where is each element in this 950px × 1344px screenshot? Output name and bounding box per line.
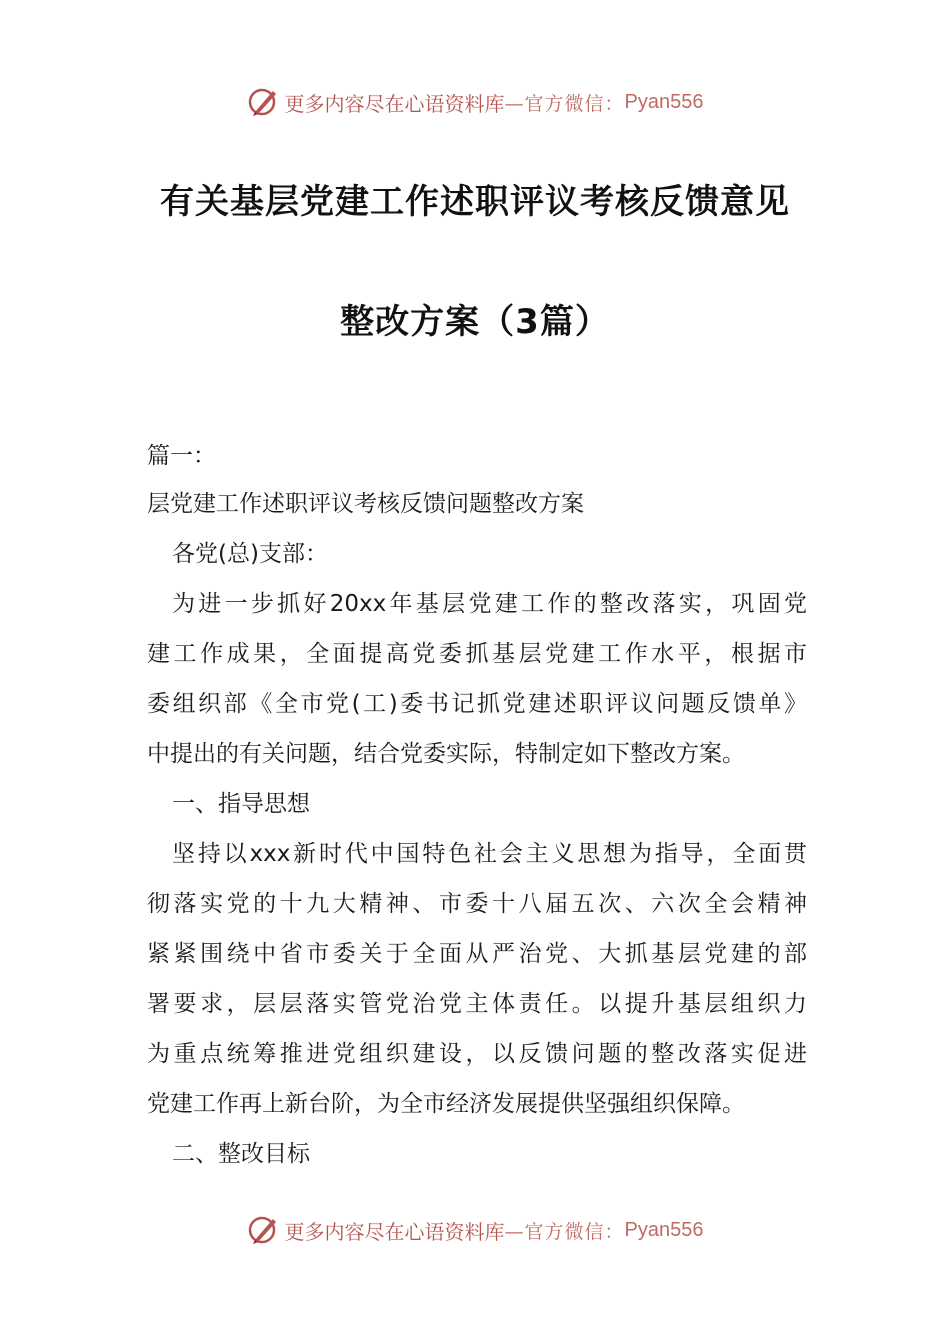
paragraph-line: 党建工作再上新台阶，为全市经济发展提供坚强组织保障。 — [147, 1091, 745, 1117]
paragraph-line: 为进一步抓好20xx年基层党建工作的整改落实，巩固党 — [172, 591, 807, 617]
pen-logo-icon — [247, 85, 281, 119]
banner-sub-text: —官方微信： — [504, 92, 625, 115]
banner-sub-text: —官方微信： — [504, 1220, 625, 1243]
pen-logo-icon — [247, 1213, 281, 1247]
section-heading-rectification-goals: 二、整改目标 — [172, 1141, 310, 1167]
section-heading-guiding-thought: 一、指导思想 — [172, 791, 310, 817]
footer-banner — [0, 1210, 950, 1250]
paragraph-line: 为重点统筹推进党组织建设，以反馈问题的整改落实促进 — [147, 1041, 807, 1067]
banner-wechat-id: Pyan556 — [624, 90, 704, 113]
paragraph-line: 署要求，层层落实管党治党主体责任。以提升基层组织力 — [147, 991, 807, 1017]
document-title-line-2: 整改方案（3篇） — [340, 302, 610, 342]
paragraph-line: 中提出的有关问题，结合党委实际，特制定如下整改方案。 — [147, 741, 745, 767]
document-title-line-1: 有关基层党建工作述职评议考核反馈意见 — [160, 182, 790, 222]
salutation-line: 各党(总)支部： — [172, 541, 328, 567]
subtitle-line: 层党建工作述职评议考核反馈问题整改方案 — [147, 491, 584, 517]
section-heading-part-one: 篇一： — [147, 443, 216, 469]
paragraph-line: 建工作成果，全面提高党委抓基层党建工作水平，根据市 — [147, 641, 807, 667]
paragraph-line: 紧紧围绕中省市委关于全面从严治党、大抓基层党建的部 — [147, 941, 807, 967]
banner-main-text: 更多内容尽在心语资料库 — [284, 91, 505, 116]
banner-main-text: 更多内容尽在心语资料库 — [284, 1219, 505, 1244]
paragraph-line: 委组织部《全市党(工)委书记抓党建述职评议问题反馈单》 — [147, 691, 807, 717]
paragraph-line: 彻落实党的十九大精神、市委十八届五次、六次全会精神 — [147, 891, 807, 917]
header-banner — [0, 82, 950, 122]
paragraph-line: 坚持以xxx新时代中国特色社会主义思想为指导，全面贯 — [172, 841, 807, 867]
banner-wechat-id: Pyan556 — [624, 1218, 704, 1241]
